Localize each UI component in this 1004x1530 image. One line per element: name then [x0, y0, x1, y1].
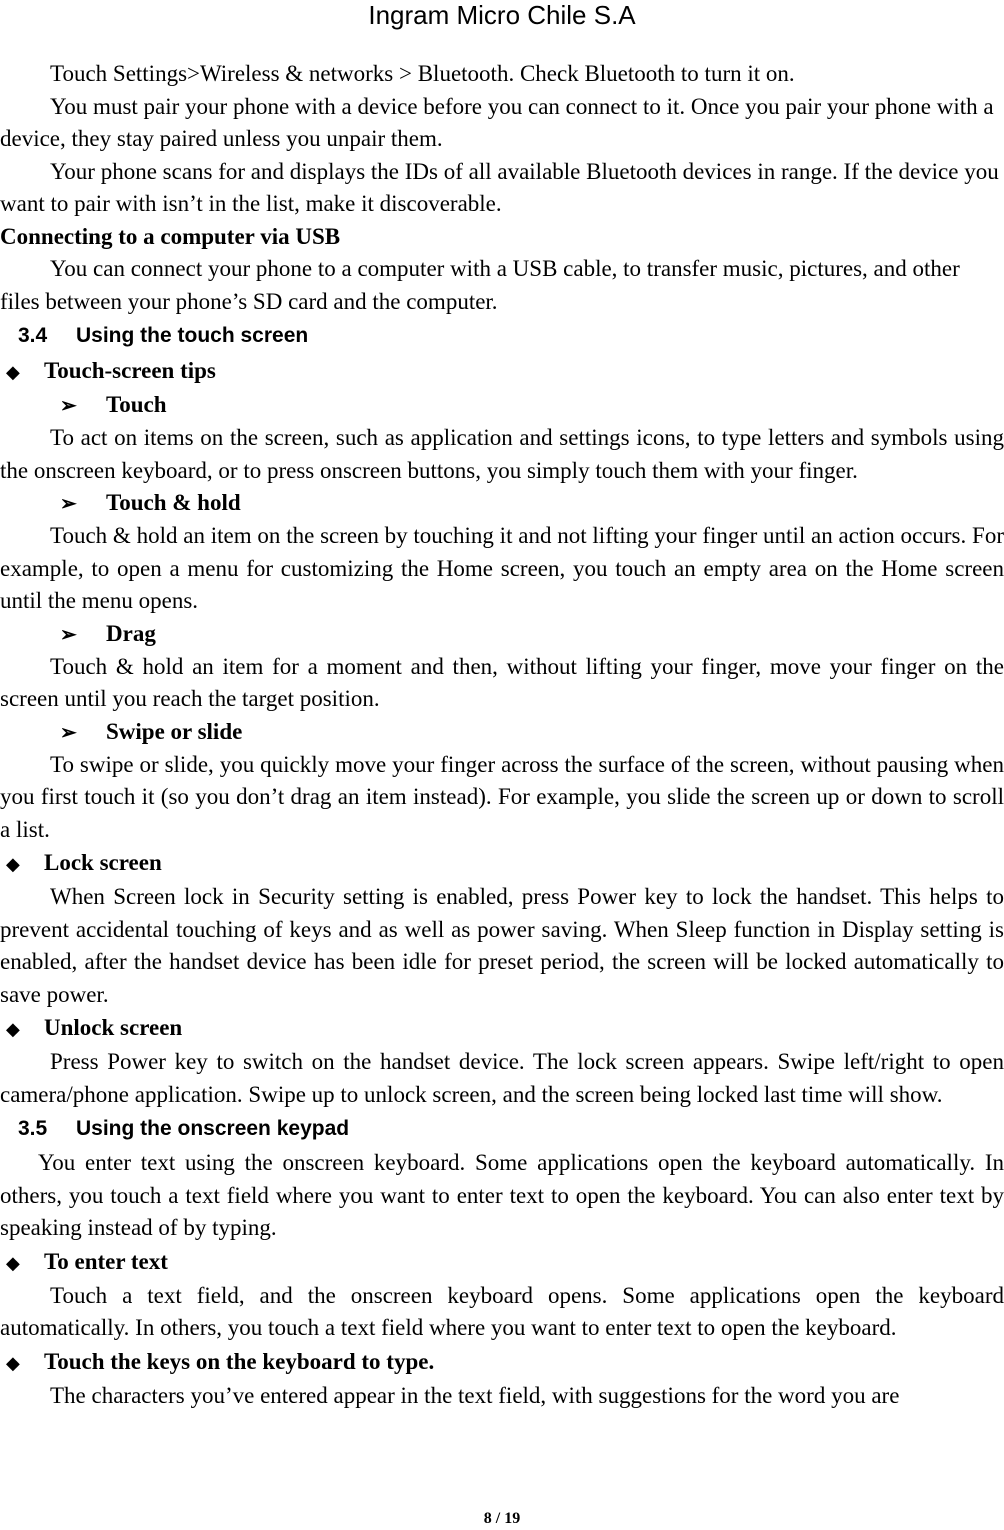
- subheading-drag: [0, 618, 1004, 651]
- page-number: 8 / 19: [483, 1510, 521, 1527]
- diamond-bullet-icon: ◆: [6, 854, 20, 874]
- paragraph-scan: Your phone scans for and displays the IDs of all available Bluetooth devices in range. If the device you want to pair with isn’t in the list, make it discoverable.: [0, 158, 999, 216]
- heading-usb: Connecting to a computer via USB: [0, 223, 341, 249]
- arrow-bullet-icon: ➢: [60, 623, 77, 646]
- page-header: Ingram Micro Chile S.A: [368, 0, 636, 30]
- subheading-touch-hold: [0, 487, 1004, 520]
- paragraph-pairing: You must pair your phone with a device before you can connect to it. Once you pair your phone with a device, they stay paired unless you unpair them.: [0, 93, 994, 151]
- subheading-label: Swipe or slide: [106, 718, 243, 744]
- bullet-label: To enter text: [44, 1248, 168, 1274]
- section-title: Using the touch screen: [76, 324, 309, 347]
- diamond-bullet-icon: ◆: [6, 1019, 20, 1039]
- document-body: [0, 58, 1004, 1412]
- paragraph-bluetooth-settings: Touch Settings>Wireless & networks > Bluetooth. Check Bluetooth to turn it on.: [50, 61, 795, 86]
- section-heading-3-4: [0, 318, 1004, 354]
- bullet-touch-screen-tips: [0, 354, 1004, 389]
- bullet-touch-keys: [0, 1345, 1004, 1380]
- bullet-label: Lock screen: [44, 850, 162, 875]
- paragraph-lock-screen: When Screen lock in Security setting is enabled, press Power key to lock the handset. This helps to prevent accidental touching of keys and as well as power saving. When Sleep function in Display setting is enabled, after the handset device has been idle for preset period, the screen will be locked automatically to save power.: [0, 884, 1004, 1007]
- subheading-label: Touch & hold: [106, 490, 241, 515]
- paragraph-enter-text: Touch a text field, and the onscreen keyboard opens. Some applications open the keyboard automatically. In others, you touch a text field where you want to enter text to open the keyboard.: [0, 1282, 1004, 1340]
- section-number: 3.5: [18, 1117, 48, 1140]
- paragraph-drag: Touch & hold an item for a moment and then, without lifting your finger, move your finger on the screen until you reach the target position.: [0, 653, 1004, 711]
- section-heading-3-5: [0, 1111, 1004, 1147]
- paragraph-touch-hold: Touch & hold an item on the screen by touching it and not lifting your finger until an action occurs. For example, to open a menu for customizing the Home screen, you touch an empty area on the Home screen until the menu opens.: [0, 523, 1004, 613]
- paragraph-touch: To act on items on the screen, such as application and settings icons, to type letters and symbols using the onscreen keyboard, or to press onscreen buttons, you simply touch them with your finger.: [0, 425, 1004, 483]
- subheading-label: Touch: [106, 392, 167, 417]
- paragraph-unlock-screen: Press Power key to switch on the handset device. The lock screen appears. Swipe left/right to open camera/phone application. Swipe up to unlock screen, and the screen being locked last time will show.: [0, 1049, 1004, 1107]
- paragraph-touch-keys: The characters you’ve entered appear in the text field, with suggestions for the word you are: [50, 1382, 900, 1408]
- diamond-bullet-icon: ◆: [6, 1352, 20, 1373]
- subheading-swipe: [0, 716, 1004, 749]
- arrow-bullet-icon: ➢: [60, 493, 77, 515]
- paragraph-usb: You can connect your phone to a computer with a USB cable, to transfer music, pictures, and other files between your phone’s SD card and the computer.: [0, 256, 960, 314]
- subheading-label: Drag: [106, 620, 156, 646]
- bullet-unlock-screen: [0, 1011, 1004, 1046]
- paragraph-keypad: You enter text using the onscreen keyboard. Some applications open the keyboard automatically. In others, you touch a text field where you want to enter text to open the keyboard. You can also enter text by speaking instead of by typing.: [0, 1150, 1004, 1240]
- section-title: Using the onscreen keypad: [76, 1117, 350, 1140]
- bullet-label: Unlock screen: [44, 1015, 183, 1040]
- bullet-label: Touch the keys on the keyboard to type.: [44, 1348, 435, 1374]
- section-number: 3.4: [18, 324, 48, 347]
- diamond-bullet-icon: ◆: [6, 1252, 20, 1273]
- bullet-label: Touch-screen tips: [44, 358, 216, 383]
- bullet-lock-screen: [0, 846, 1004, 881]
- bullet-enter-text: [0, 1245, 1004, 1280]
- paragraph-swipe: To swipe or slide, you quickly move your finger across the surface of the screen, without pausing when you first touch it (so you don’t drag an item instead). For example, you slide the screen up or down to scroll a list.: [0, 751, 1004, 842]
- diamond-bullet-icon: ◆: [6, 362, 20, 382]
- arrow-bullet-icon: ➢: [60, 721, 77, 744]
- subheading-touch: [0, 389, 1004, 422]
- arrow-bullet-icon: ➢: [60, 395, 77, 417]
